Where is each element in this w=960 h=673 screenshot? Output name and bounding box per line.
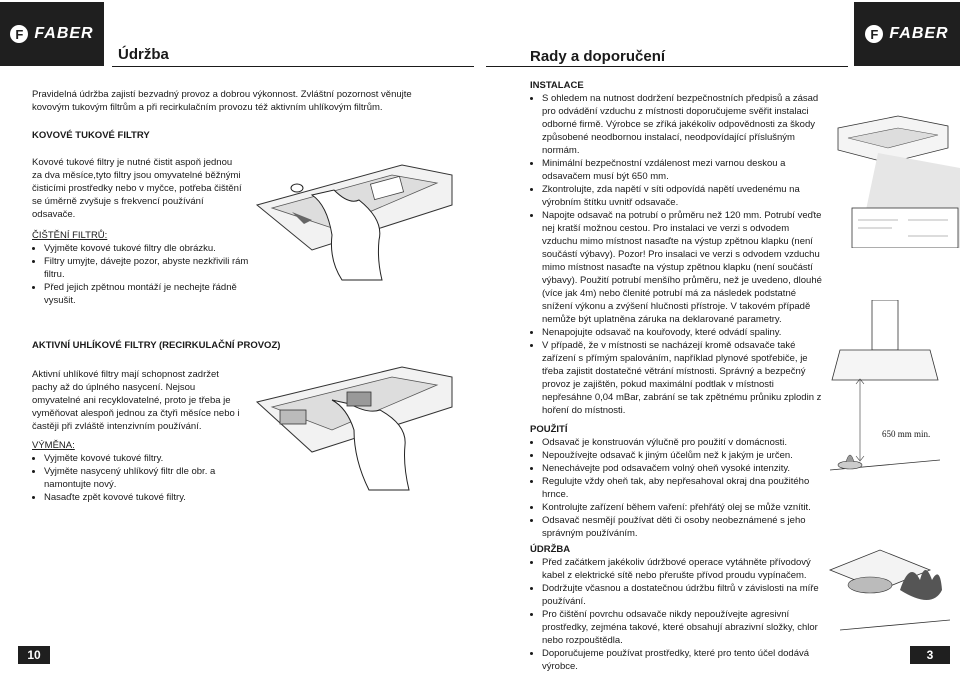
faber-logo-icon: F: [865, 25, 883, 43]
page-number-left: 10: [18, 646, 50, 664]
list-item: • Regulujte vždy oheň tak, aby nepřesahoval okraj dna použitého hrnce.: [542, 475, 822, 501]
distance-label: 650 mm min.: [882, 429, 931, 439]
flame-warning-illustration: [820, 510, 960, 650]
list-item: • Nepoužívejte odsavač k jiným účelům než k jakým je určen.: [542, 449, 822, 462]
brand-name: FABER: [889, 25, 949, 42]
list-item: • Před začátkem jakékoliv údržbové operace vytáhněte přívodový kabel z elektrické sítě nebo přerušte přívod proudu vypínačem.: [542, 556, 822, 582]
list-item: • Vyjměte kovové tukové filtry dle obrázku.: [44, 242, 266, 255]
maintenance-list: [530, 556, 822, 673]
list-item: • Doporučujeme používat prostředky, které pro tento účel dodává výrobce.: [542, 647, 822, 673]
list-item: • Pro čištění povrchu odsavače nikdy nepoužívejte agresivní prostředky, zejména takové, které obsahují abrazivní složky, chlor nebo rozpouštědla.: [542, 608, 822, 647]
intro-text: Pravidelná údržba zajistí bezvadný provoz a dobrou výkonnost. Zvláštní pozornost věnujte kovovým tukovým filtrům a při recirkulačním provozu též aktivním uhlíkovým filtrům.: [32, 89, 412, 113]
carbon-filters-text: Aktivní uhlíkové filtry mají schopnost zadržet pachy až do úplného nasycení. Nejsou omyvatelné ani recyklovatelné, proto je třeba je vyměňovat alespoň jednou za čtyři měsíce nebo i častěji při zvláště intenzivním používání.: [32, 369, 240, 432]
page-title-left: Údržba: [118, 46, 169, 63]
list-item: • Odsavač nesmějí používat děti či osoby neobeznámené s jeho správným používáním.: [542, 514, 822, 540]
replace-heading: VÝMĚNA:: [32, 440, 75, 451]
list-item: • Nasaďte zpět kovové tukové filtry.: [44, 491, 254, 504]
brand-name: FABER: [34, 25, 94, 42]
carbon-filters-heading: AKTIVNÍ UHLÍKOVÉ FILTRY (RECIRKULAČNÍ PROVOZ): [32, 340, 281, 351]
list-item: • Kontrolujte zařízení během vaření: přehřátý olej se může vznítit.: [542, 501, 822, 514]
metal-filters-heading: KOVOVÉ TUKOVÉ FILTRY: [32, 130, 150, 141]
metal-filter-removal-illustration: [252, 150, 457, 290]
cleaning-heading: ČIŠTĚNÍ FILTRŮ:: [32, 230, 108, 241]
use-heading: POUŽITÍ: [530, 424, 568, 435]
header-rule-left: [112, 66, 474, 67]
list-item: • Filtry umyjte, dávejte pozor, abyste nezkřivili rám filtru.: [44, 255, 266, 281]
header-rule-right: [486, 66, 848, 67]
maintenance-heading: ÚDRŽBA: [530, 544, 571, 555]
carbon-filter-replacement-illustration: [252, 362, 457, 502]
cleaning-steps: [32, 242, 266, 307]
brand-logo-right: [854, 2, 960, 66]
list-item: • Nenapojujte odsavač na kouřovody, které odvádí spaliny.: [542, 326, 822, 339]
brand-logo-left: [0, 2, 104, 66]
list-item: • V případě, že v místnosti se nacházejí kromě odsavače také zařízení s přímým spalováním, například plynové spotřebiče, je třeba zajistit dostatečné větrání místnosti. Správný a bezpečný provoz je zajištěn, pokud maximální podtlak v místnosti nepřesáhne 0,04 mBar, zabrání se tak zpětnému průniku zplodin z hoření do místnosti.: [542, 339, 822, 417]
list-item: • Odsavač je konstruován výlučně pro použití v domácnosti.: [542, 436, 822, 449]
use-list: [530, 436, 822, 540]
list-item: • Dodržujte včasnou a dostatečnou údržbu filtrů v závislosti na míře používání.: [542, 582, 822, 608]
minimum-distance-illustration: [820, 300, 960, 490]
list-item: • Vyjměte nasycený uhlíkový filtr dle obr. a namontujte nový.: [44, 465, 254, 491]
list-item: • Vyjměte kovové tukové filtry.: [44, 452, 254, 465]
list-item: • Minimální bezpečnostní vzdálenost mezi varnou deskou a odsavačem musí být 650 mm.: [542, 157, 822, 183]
rating-plate-illustration: [818, 108, 960, 248]
list-item: • Nenechávejte pod odsavačem volný oheň vysoké intenzity.: [542, 462, 822, 475]
list-item: • S ohledem na nutnost dodržení bezpečnostních předpisů a zásad pro odvádění vzduchu z místnosti doporučujeme svěřit instalaci odborné firmě. Výrobce se zříká jakékoliv odpovědnosti za škody způsobené neodbornou instalací, neodpovídající příslušným normám.: [542, 92, 822, 157]
list-item: • Před jejich zpětnou montáží je nechejte řádně vysušit.: [44, 281, 266, 307]
faber-logo-icon: F: [10, 25, 28, 43]
page-number-right: 3: [910, 646, 950, 664]
metal-filters-text: Kovové tukové filtry je nutné čistit aspoň jednou za dva měsíce,tyto filtry jsou omyvatelné běžnými čisticími prostředky nebo v myčce, potřeba čištění se úměrně zvyšuje s frekvencí používání odsavače.: [32, 157, 242, 220]
replace-steps: [32, 452, 254, 504]
list-item: • Zkontrolujte, zda napětí v síti odpovídá napětí uvedenému na výrobním štítku uvnitř odsavače.: [542, 183, 822, 209]
installation-list: [530, 92, 822, 417]
list-item: • Napojte odsavač na potrubí o průměru než 120 mm. Potrubí veďte nej kratší možnou cestou. Pro instalaci ve verzi s odvodem vzduchu mimo místnost nasaďte na výstup zpětnou klapku (není součástí výbavy). Pozor! Pro insalaci ve verzi s odvodem vzduchu mimo místnost nasaďte na výstup zpětnou klapku (není součástí výbavy). Použití potrubí menšího průměru, než je uvedeno, dlouhé (více jak 4m) nebo členité potrubí má za následek podstatné snížení výkonu a zvýšení hlučnosti přístroje. V takovém případě nemůže být uplatněna záruka na deklarované parametry.: [542, 209, 822, 326]
installation-heading: INSTALACE: [530, 80, 584, 91]
page-title-right: Rady a doporučení: [530, 48, 666, 65]
